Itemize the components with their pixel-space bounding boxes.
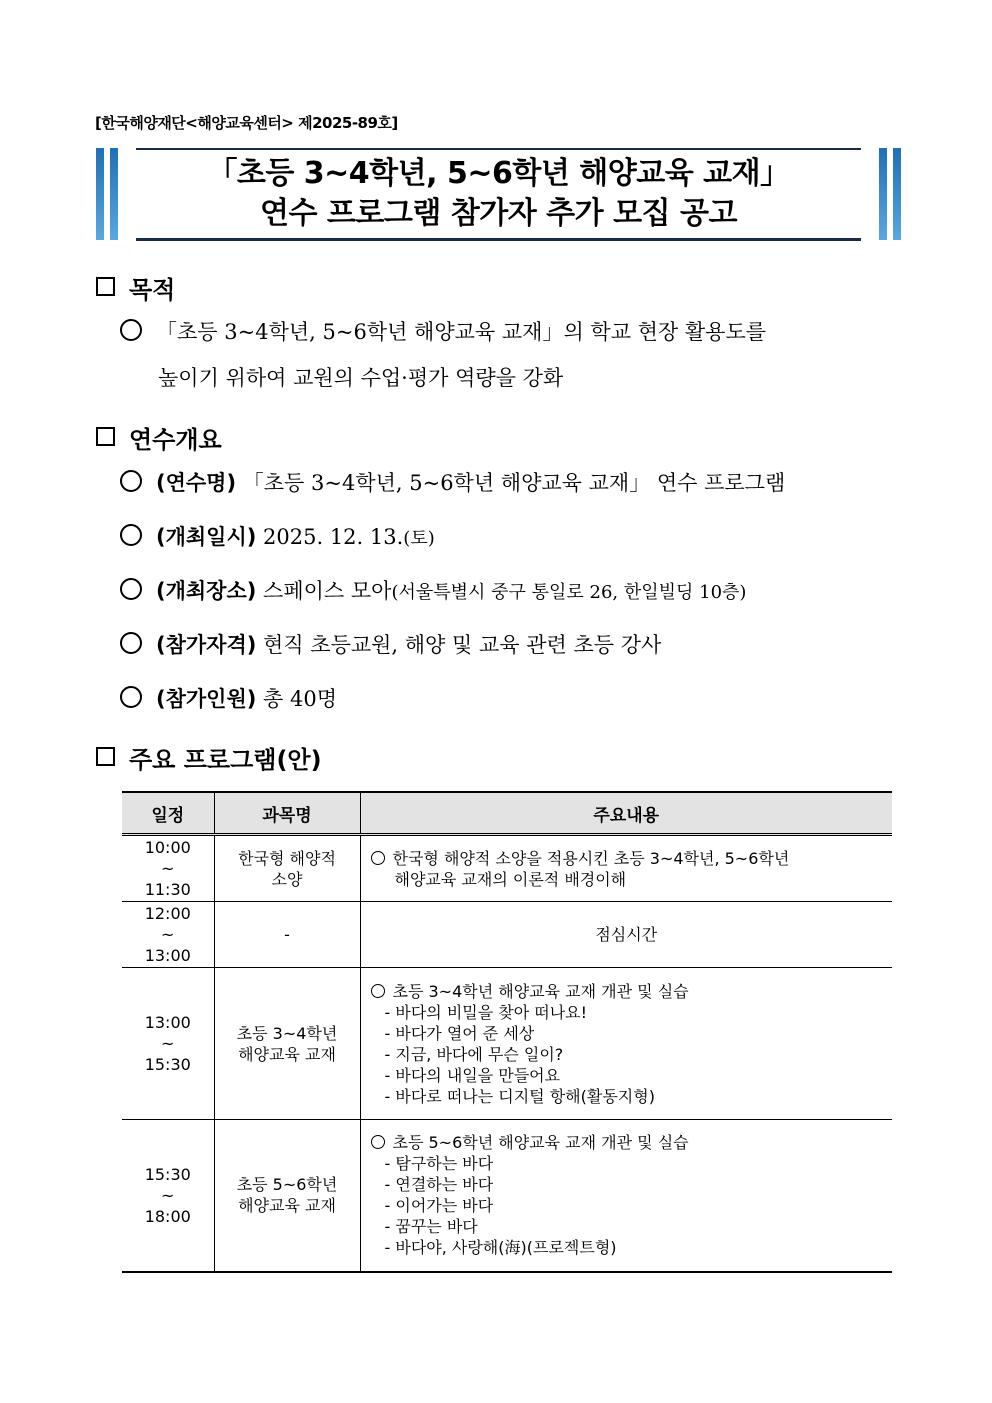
- overview-label: (개최일시): [156, 525, 257, 549]
- overview-item: [120, 521, 435, 551]
- time-sep: ~: [161, 1034, 175, 1053]
- table-header: 과목명: [214, 792, 360, 835]
- content-cell: [360, 835, 892, 902]
- title-line-2: 연수 프로그램 참가자 추가 모집 공고: [260, 196, 737, 231]
- checkbox-square-icon: [96, 427, 115, 446]
- section-heading-text: 연수개요: [129, 426, 222, 454]
- section-heading-text: 목적: [129, 276, 176, 304]
- title-box: [96, 148, 901, 240]
- time-start: 12:00: [144, 904, 191, 923]
- table-row: [122, 1120, 892, 1272]
- content-subitem: - 지금, 바다에 무슨 일이?: [384, 1044, 564, 1064]
- circle-bullet-icon: [371, 851, 385, 865]
- time-start: 10:00: [144, 838, 191, 857]
- content-subitem: - 바다가 열어 준 세상: [384, 1023, 535, 1043]
- program-table: [122, 791, 892, 1273]
- section-purpose-heading: [96, 270, 175, 305]
- circle-bullet-icon: [120, 686, 142, 708]
- content-subitem: - 바다의 내일을 만들어요: [384, 1065, 561, 1085]
- subject-line: 초등 3~4학년: [236, 1023, 338, 1043]
- circle-bullet-icon: [371, 984, 385, 998]
- overview-value: 총 40명: [263, 687, 338, 711]
- checkbox-square-icon: [96, 747, 115, 766]
- purpose-line-1: [120, 316, 766, 346]
- schedule-cell: [122, 835, 214, 902]
- circle-bullet-icon: [371, 1135, 385, 1149]
- purpose-line-2: 높이기 위하여 교원의 수업·평가 역량을 강화: [158, 366, 564, 390]
- overview-value: 현직 초등교원, 해양 및 교육 관련 초등 강사: [263, 633, 662, 657]
- schedule-cell: [122, 968, 214, 1120]
- checkbox-square-icon: [96, 277, 115, 296]
- title-bar-right-outer: [893, 148, 901, 240]
- schedule-cell: [122, 1120, 214, 1272]
- subject-line: 소양: [271, 869, 303, 889]
- section-overview-heading: [96, 420, 222, 455]
- title-bar-left-outer: [96, 148, 104, 240]
- time-sep: ~: [161, 925, 175, 944]
- subject-cell: [214, 1120, 360, 1272]
- title-bar-right-inner: [879, 148, 887, 240]
- overview-value: 2025. 12. 13.: [263, 525, 404, 549]
- overview-label: (참가인원): [156, 687, 257, 711]
- content-cell: [360, 1120, 892, 1272]
- subject-line: 해양교육 교재: [238, 1044, 336, 1064]
- time-sep: ~: [161, 859, 175, 878]
- subject-line: 초등 5~6학년: [236, 1175, 338, 1195]
- time-end: 13:00: [144, 946, 191, 965]
- section-program-heading: [96, 740, 322, 775]
- content-main: 한국형 해양적 소양을 적용시킨 초등 3~4학년, 5~6학년: [392, 848, 790, 868]
- overview-value: 스페이스 모아: [263, 579, 392, 603]
- title-inner: [136, 148, 861, 241]
- overview-value: 「초등 3~4학년, 5~6학년 해양교육 교재」 연수 프로그램: [242, 471, 786, 495]
- content-subitem: - 연결하는 바다: [384, 1175, 494, 1195]
- subject-cell: [214, 968, 360, 1120]
- overview-label: (참가자격): [156, 633, 257, 657]
- table-header: 주요내용: [360, 792, 892, 835]
- content-subitem: - 바다야, 사랑해(海)(프로젝트형): [384, 1238, 617, 1258]
- overview-note: (서울특별시 중구 통일로 26, 한일빌딩 10층): [391, 582, 747, 603]
- table-row: [122, 968, 892, 1120]
- circle-bullet-icon: [120, 632, 142, 654]
- content-main: 초등 5~6학년 해양교육 교재 개관 및 실습: [392, 1133, 689, 1153]
- title-bar-left-inner: [110, 148, 118, 240]
- overview-item: [120, 629, 661, 659]
- schedule-cell: [122, 902, 214, 968]
- circle-bullet-icon: [120, 578, 142, 600]
- overview-item: [120, 575, 746, 605]
- content-subitem: - 꿈꾸는 바다: [384, 1217, 478, 1237]
- content-main-cont: 해양교육 교재의 이론적 배경이해: [394, 869, 627, 889]
- content-subitem: - 탐구하는 바다: [384, 1154, 494, 1174]
- content-cell: [360, 968, 892, 1120]
- content-subitem: - 이어가는 바다: [384, 1196, 494, 1216]
- content-subitem: - 바다로 떠나는 디지털 항해(활동지형): [384, 1086, 655, 1106]
- table-header-row: [122, 792, 892, 835]
- time-start: 15:30: [144, 1164, 191, 1184]
- content-subitem: - 바다의 비밀을 찾아 떠나요!: [384, 1002, 588, 1022]
- table-row: [122, 835, 892, 902]
- document-reference: [한국해양재단<해양교육센터> 제2025-89호]: [95, 114, 398, 132]
- subject-line: 한국형 해양적: [238, 848, 336, 868]
- section-heading-text: 주요 프로그램(안): [129, 746, 322, 774]
- table-header: 일정: [122, 792, 214, 835]
- circle-bullet-icon: [120, 524, 142, 546]
- time-end: 18:00: [144, 1206, 191, 1226]
- overview-label: (연수명): [156, 471, 237, 495]
- circle-bullet-icon: [120, 319, 142, 341]
- circle-bullet-icon: [120, 470, 142, 492]
- subject-cell: [214, 835, 360, 902]
- table-row: [122, 902, 892, 968]
- time-sep: ~: [161, 1185, 175, 1205]
- subject-cell: -: [214, 902, 360, 968]
- time-start: 13:00: [144, 1013, 191, 1032]
- content-main: 초등 3~4학년 해양교육 교재 개관 및 실습: [392, 981, 689, 1001]
- title-line-1: 「초등 3~4학년, 5~6학년 해양교육 교재」: [207, 156, 790, 191]
- subject-line: 해양교육 교재: [238, 1196, 336, 1216]
- content-cell: 점심시간: [360, 902, 892, 968]
- time-end: 11:30: [144, 880, 191, 899]
- overview-label: (개최장소): [156, 579, 257, 603]
- time-end: 15:30: [144, 1055, 191, 1074]
- overview-item: [120, 683, 337, 713]
- overview-note: (토): [403, 528, 435, 549]
- purpose-text-1: 「초등 3~4학년, 5~6학년 해양교육 교재」의 학교 현장 활용도를: [156, 320, 767, 344]
- overview-item: [120, 467, 785, 497]
